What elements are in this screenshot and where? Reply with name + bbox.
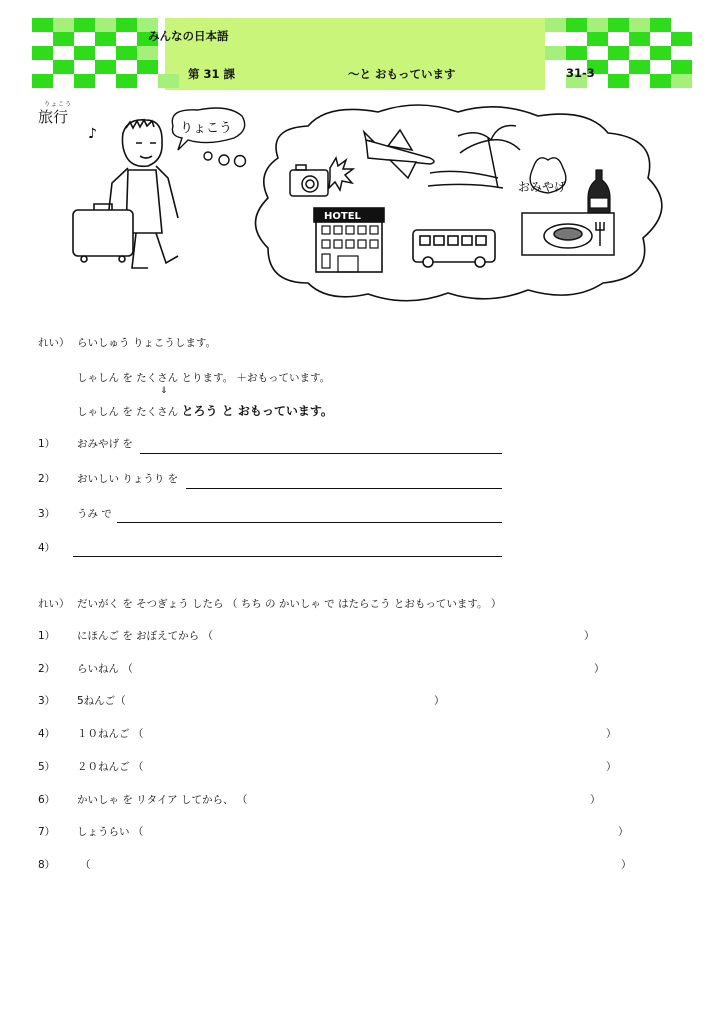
item-prompt: 5ねんご（ <box>77 695 126 707</box>
souvenir-label: おみやげ <box>518 180 567 194</box>
item-number: 5） <box>38 761 56 773</box>
item-number: 7） <box>38 826 56 838</box>
item-prompt: １０ねんご （ <box>77 728 144 740</box>
item-number: 4） <box>38 728 56 740</box>
book-title: みんなの日本語 <box>148 29 229 43</box>
section1-example-line3 <box>77 402 333 419</box>
speech-bubble-text: りょこう <box>180 121 233 136</box>
section1-example-line2: しゃしん を たくさん とります。 ＋おもっています。 <box>77 372 331 384</box>
item-prompt: ２０ねんご （ <box>77 761 144 773</box>
item-number: 2） <box>38 473 56 485</box>
worksheet-code: 31-3 <box>566 66 595 80</box>
item-close-paren: ） <box>606 761 617 773</box>
illustration-title: 旅行 <box>38 108 69 126</box>
bus-icon <box>413 230 495 267</box>
item-number: 2） <box>38 663 56 675</box>
item-prompt: おみやげ を <box>77 438 133 450</box>
hotel-sign-text: HOTEL <box>324 211 361 222</box>
item-prompt: かいしゃ を リタイア してから、 （ <box>77 794 248 806</box>
title-furigana: りょこう <box>44 101 73 108</box>
svg-text:♪: ♪ <box>88 126 97 142</box>
travel-illustration <box>28 98 708 308</box>
down-arrow-icon: ⇓ <box>160 386 168 396</box>
music-note-icon <box>88 126 97 142</box>
item-number: 6） <box>38 794 56 806</box>
item-close-paren: ） <box>594 663 605 675</box>
item-prompt: （ <box>80 859 91 871</box>
answer-line[interactable] <box>140 453 502 454</box>
item-number: 8） <box>38 859 56 871</box>
item-prompt: おいしい りょうり を <box>77 473 179 485</box>
lesson-topic: ～と おもっています <box>348 67 456 81</box>
item-close-paren: ） <box>606 728 617 740</box>
item-number: 4） <box>38 542 56 554</box>
airplane-icon <box>364 130 434 178</box>
item-prompt: うみ で <box>77 508 112 520</box>
section2-example-label: れい） <box>38 598 70 610</box>
item-close-paren: ） <box>618 826 629 838</box>
palm-tree-icon <box>428 126 520 188</box>
section2-example-text: だいがく を そつぎょう したら （ ちち の かいしゃ で はたらこう とおもっています。 ） <box>77 598 502 610</box>
answer-line[interactable] <box>73 556 502 557</box>
answer-line[interactable] <box>186 488 502 489</box>
item-close-paren: ） <box>584 630 595 642</box>
answer-line[interactable] <box>117 522 502 523</box>
item-number: 3） <box>38 508 56 520</box>
camera-icon <box>290 158 353 196</box>
example-line3-answer: とろう と おもっています。 <box>181 404 333 418</box>
item-close-paren: ） <box>434 695 445 707</box>
item-number: 1） <box>38 630 56 642</box>
meal-tray-icon <box>522 213 614 255</box>
item-prompt: にほんご を おぼえてから （ <box>77 630 214 642</box>
item-prompt: しょうらい （ <box>77 826 144 838</box>
item-number: 1） <box>38 438 56 450</box>
item-number: 3） <box>38 695 56 707</box>
section1-example-label: れい） <box>38 337 70 349</box>
item-close-paren: ） <box>621 859 632 871</box>
item-prompt: らいねん （ <box>77 663 133 675</box>
item-close-paren: ） <box>590 794 601 806</box>
lesson-number: 第 31 課 <box>188 67 236 81</box>
speech-bubble <box>172 108 245 167</box>
suitcase-icon <box>73 204 133 262</box>
section1-example-line1: らいしゅう りょこうします。 <box>77 337 216 349</box>
example-line3-prefix: しゃしん を たくさん <box>77 406 182 418</box>
